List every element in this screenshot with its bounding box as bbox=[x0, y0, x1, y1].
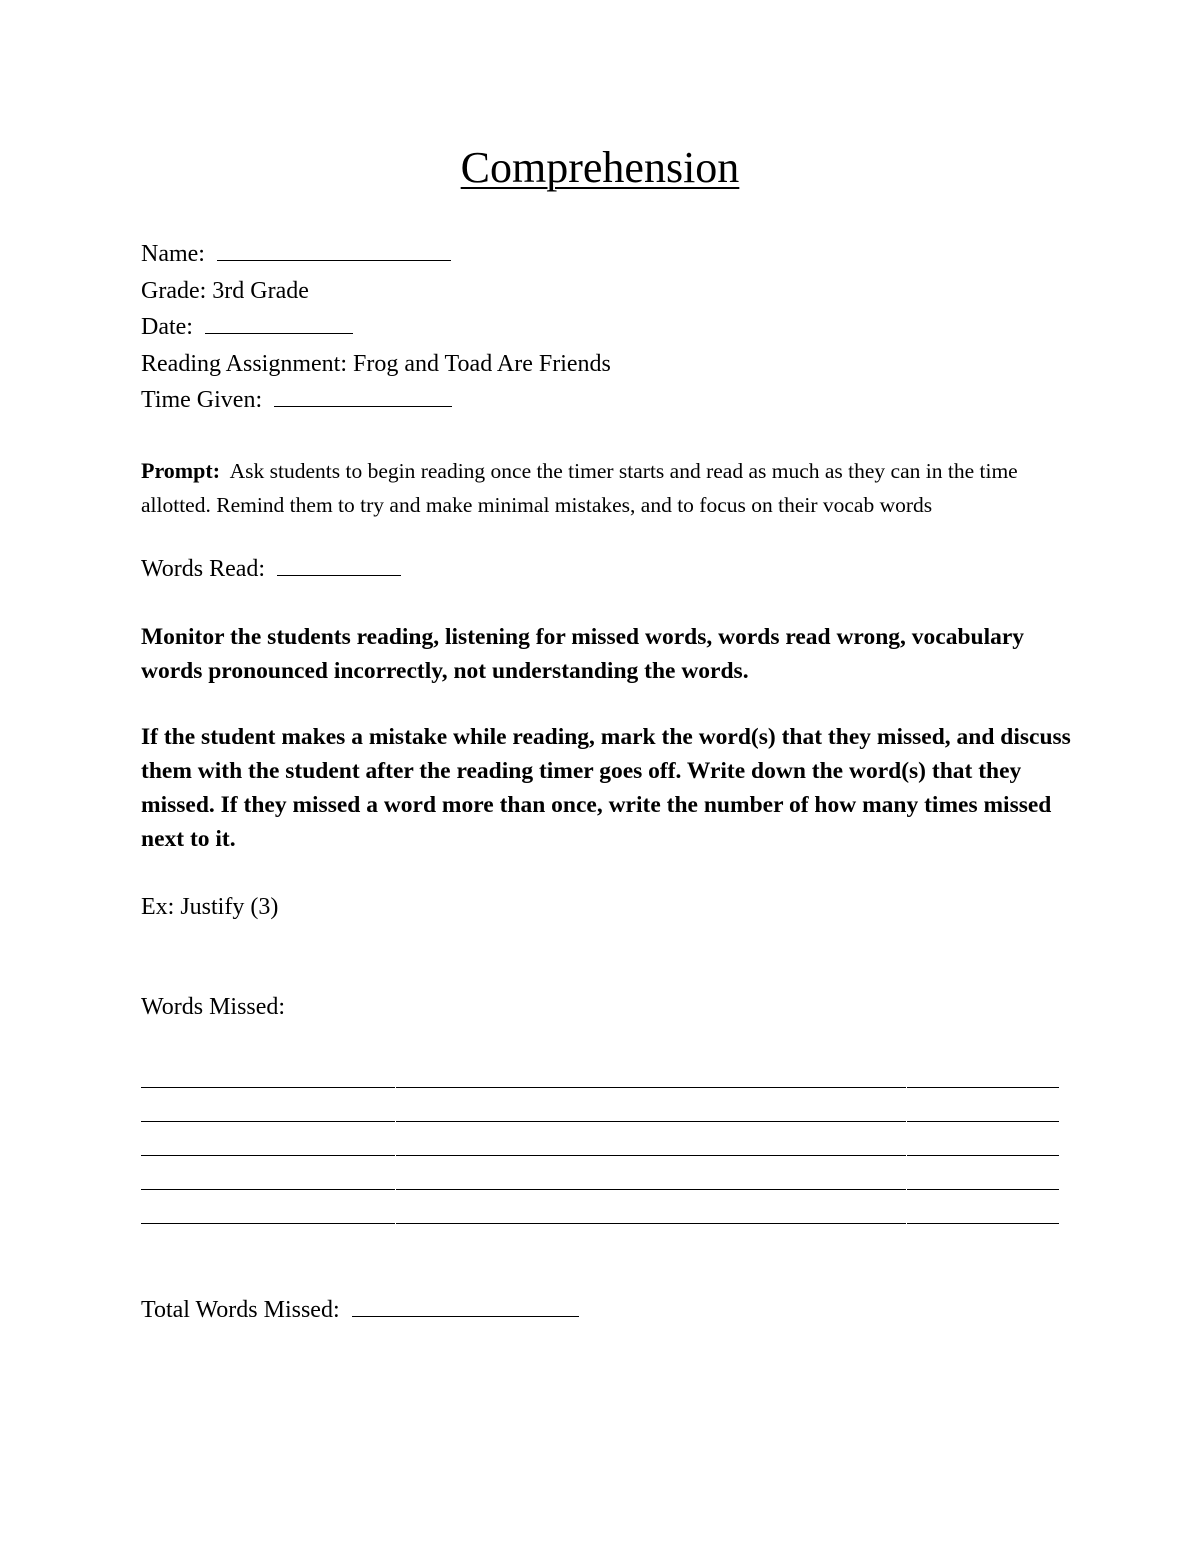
writing-line[interactable] bbox=[141, 1121, 1059, 1122]
grade-label: Grade: bbox=[141, 277, 207, 304]
total-words-missed-field bbox=[141, 1292, 1071, 1328]
total-words-missed-blank[interactable] bbox=[352, 1296, 579, 1317]
grade-value: 3rd Grade bbox=[212, 277, 309, 304]
total-words-missed-label: Total Words Missed: bbox=[141, 1297, 340, 1323]
name-blank[interactable] bbox=[217, 240, 451, 261]
writing-line[interactable] bbox=[141, 1189, 1059, 1190]
time-given-label: Time Given: bbox=[141, 387, 263, 413]
writing-line[interactable] bbox=[141, 1223, 1059, 1224]
time-given-field bbox=[141, 382, 1071, 419]
date-blank[interactable] bbox=[205, 313, 353, 334]
words-read-blank[interactable] bbox=[277, 555, 401, 576]
writing-line[interactable] bbox=[141, 1087, 1059, 1088]
assignment-value: Frog and Toad Are Friends bbox=[353, 350, 611, 377]
grade-field bbox=[141, 273, 1071, 310]
example-text: Ex: Justify (3) bbox=[141, 894, 279, 920]
words-missed-label: Words Missed: bbox=[141, 994, 286, 1020]
page-title: Comprehension bbox=[460, 143, 740, 192]
assignment-label: Reading Assignment: bbox=[141, 350, 347, 377]
prompt-paragraph bbox=[141, 454, 1071, 522]
mistake-instructions: If the student makes a mistake while reading, mark the word(s) that they missed, and discuss them with the student after the reading timer goes off. Write down the word(s) that they missed. If they missed a word more than once, write the number of how many times missed next to it. bbox=[141, 724, 1071, 852]
time-given-blank[interactable] bbox=[274, 386, 452, 407]
date-field bbox=[141, 309, 1071, 346]
name-label: Name: bbox=[141, 241, 205, 267]
words-read-label: Words Read: bbox=[141, 556, 266, 582]
prompt-text: Ask students to begin reading once the timer starts and read as much as they can in the time allotted. Remind them to try and make minimal mistakes, and to focus on their vocab words bbox=[141, 459, 1018, 517]
words-read-field bbox=[141, 551, 1071, 587]
monitor-instructions: Monitor the students reading, listening for missed words, words read wrong, vocabulary words pronounced incorrectly, not understanding the words. bbox=[141, 624, 1025, 684]
info-fields bbox=[141, 236, 1071, 419]
prompt-label: Prompt: bbox=[141, 458, 221, 483]
name-field bbox=[141, 236, 1071, 273]
assignment-field bbox=[141, 346, 1071, 383]
writing-line[interactable] bbox=[141, 1155, 1059, 1156]
date-label: Date: bbox=[141, 314, 193, 340]
